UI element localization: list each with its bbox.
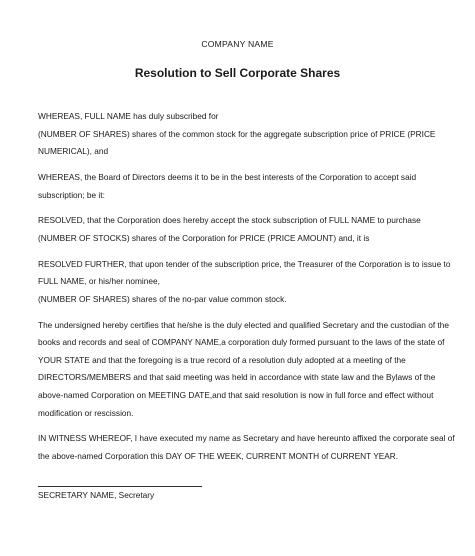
text-line: WHEREAS, FULL NAME has duly subscribed for xyxy=(38,111,219,121)
document-title: Resolution to Sell Corporate Shares xyxy=(134,66,341,80)
text-line: modification or rescission. xyxy=(38,407,134,418)
text-line: RESOLVED FURTHER, that upon tender of the subscription price, the Treasurer of the Corporation is to issue to xyxy=(38,258,451,269)
text-line: the above-named Corporation this DAY OF THE WEEK, CURRENT MONTH of CURRENT YEAR. xyxy=(38,451,399,462)
text-line: above-named Corporation on MEETING DATE,and that said resolution is now in full force and effect without xyxy=(38,390,434,401)
paragraph-certification xyxy=(38,317,449,423)
text-line: FULL NAME, or his/her nominee, xyxy=(38,276,160,287)
text-line: RESOLVED, that the Corporation does hereby accept the stock subscription of FULL NAME to purchase xyxy=(38,215,421,226)
text-line: WHEREAS, the Board of Directors deems it to be in the best interests of the Corporation to accept said xyxy=(38,171,417,182)
text-line: (NUMBER OF SHARES) shares of the no-par value common stock. xyxy=(38,293,287,304)
text-line: NUMERICAL), and xyxy=(38,146,109,157)
paragraph-resolved xyxy=(38,212,440,247)
company-name: COMPANY NAME xyxy=(201,39,274,49)
paragraph-whereas-board xyxy=(38,169,440,204)
text-line: YOUR STATE and that the foregoing is a true record of a resolution duly adopted at a meeting of the xyxy=(38,354,406,365)
paragraph-resolved-further xyxy=(38,256,451,309)
signature-line xyxy=(38,486,202,487)
paragraph-whereas-subscription xyxy=(38,108,440,161)
paragraph-witness xyxy=(38,430,455,465)
text-line: (NUMBER OF SHARES) shares of the common stock for the aggregate subscription price of PRICE (PRICE xyxy=(38,128,436,139)
text-line: IN WITNESS WHEREOF, I have executed my name as Secretary and have hereunto affixed the corporate seal of xyxy=(38,433,455,444)
resolution-body xyxy=(38,108,455,474)
signature-name: SECRETARY NAME, Secretary xyxy=(38,490,155,500)
text-line: (NUMBER OF STOCKS) shares of the Corporation for PRICE (PRICE AMOUNT) and, it is xyxy=(38,232,370,243)
text-line: subscription; be it: xyxy=(38,189,105,200)
text-line: books and records and seal of COMPANY NAME,a corporation duly formed pursuant to the laws of the state of xyxy=(38,337,445,348)
text-line: DIRECTORS/MEMBERS and that said meeting was held in accordance with state law and the Bylaws of the xyxy=(38,372,436,383)
text-line: The undersigned hereby certifies that he/she is the duly elected and qualified Secretary and the custodian of the xyxy=(38,319,449,330)
